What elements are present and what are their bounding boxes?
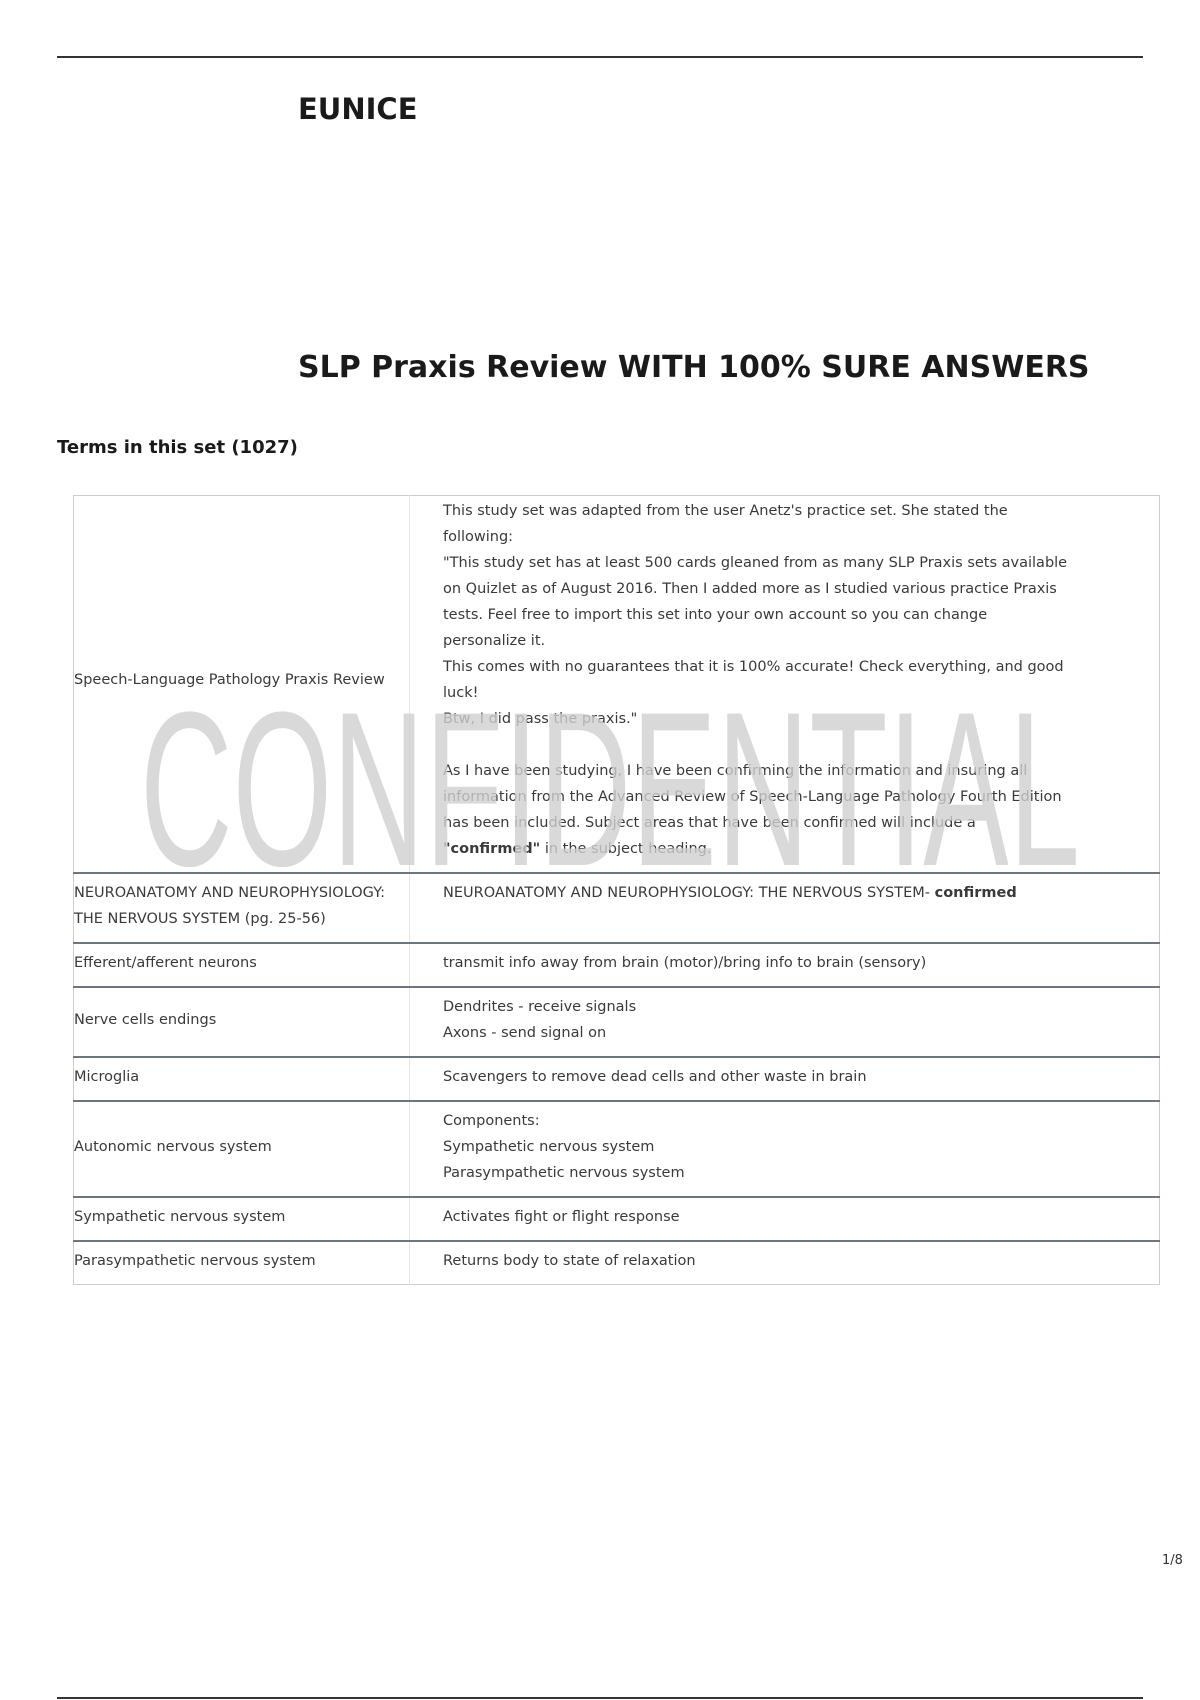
document-title: SLP Praxis Review WITH 100% SURE ANSWERS xyxy=(298,350,1090,385)
definition-line: Axons - send signal on xyxy=(443,1025,607,1041)
table-row xyxy=(74,496,1160,874)
definition-cell xyxy=(410,1101,1160,1197)
definition-cell: transmit info away from brain (motor)/bring info to brain (sensory) xyxy=(410,943,1160,987)
term-cell: Efferent/afferent neurons xyxy=(74,943,410,987)
definition-line: Components: xyxy=(443,1113,540,1129)
paragraph-spacer xyxy=(443,732,1069,758)
term-cell: Autonomic nervous system xyxy=(74,1101,410,1197)
terms-table xyxy=(73,495,1160,1285)
table-row xyxy=(74,1197,1160,1241)
term-cell: Speech-Language Pathology Praxis Review xyxy=(74,496,410,874)
bottom-rule xyxy=(57,1697,1143,1699)
term-cell: Nerve cells endings xyxy=(74,987,410,1057)
definition-line: Parasympathetic nervous system xyxy=(443,1165,685,1181)
table-row xyxy=(74,943,1160,987)
confirmed-label: confirmed xyxy=(934,885,1017,901)
top-rule xyxy=(57,56,1143,58)
definition-text: in the subject heading. xyxy=(540,841,712,857)
definition-paragraph: "This study set has at least 500 cards gleaned from as many SLP Praxis sets available on Quizlet as of August 2016. Then I added more as I studied various practice Praxis tests. Feel free to import this set into your own account so you can change personalize it. xyxy=(443,555,1068,649)
definition-text: As I have been studying, I have been confirming the information and insuring all information from the Advanced Review of Speech-Language Pathology Fourth Edition has been included. Subject areas that have been confirmed will include a xyxy=(443,763,1062,831)
definition-cell: Scavengers to remove dead cells and other waste in brain xyxy=(410,1057,1160,1101)
definition-paragraph: This comes with no guarantees that it is 100% accurate! Check everything, and good luck! xyxy=(443,659,1064,701)
definition-line: Sympathetic nervous system xyxy=(443,1139,655,1155)
term-cell: Sympathetic nervous system xyxy=(74,1197,410,1241)
table-row xyxy=(74,1057,1160,1101)
term-cell: NEUROANATOMY AND NEUROPHYSIOLOGY: THE NERVOUS SYSTEM (pg. 25-56) xyxy=(74,873,410,943)
term-cell: Microglia xyxy=(74,1057,410,1101)
table-row xyxy=(74,1241,1160,1285)
definition-text: NEUROANATOMY AND NEUROPHYSIOLOGY: THE NERVOUS SYSTEM- xyxy=(443,885,935,901)
table-row xyxy=(74,1101,1160,1197)
definition-cell xyxy=(410,496,1160,874)
definition-paragraph: This study set was adapted from the user Anetz's practice set. She stated the following: xyxy=(443,503,1008,545)
definition-cell xyxy=(410,873,1160,943)
author-name: EUNICE xyxy=(298,92,418,126)
definition-cell: Returns body to state of relaxation xyxy=(410,1241,1160,1285)
terms-count-heading: Terms in this set (1027) xyxy=(57,437,298,458)
definition-paragraph xyxy=(443,758,1069,862)
definition-cell xyxy=(410,987,1160,1057)
table-row xyxy=(74,873,1160,943)
term-cell: Parasympathetic nervous system xyxy=(74,1241,410,1285)
watermark-text: CONFIDENTIAL xyxy=(140,685,1080,885)
definition-cell: Activates fight or flight response xyxy=(410,1197,1160,1241)
definition-paragraph: Btw, I did pass the praxis." xyxy=(443,711,638,727)
confirmed-label: "confirmed" xyxy=(443,841,541,857)
page-number: 1/8 xyxy=(1162,1553,1183,1568)
definition-line: Dendrites - receive signals xyxy=(443,999,637,1015)
table-row xyxy=(74,987,1160,1057)
